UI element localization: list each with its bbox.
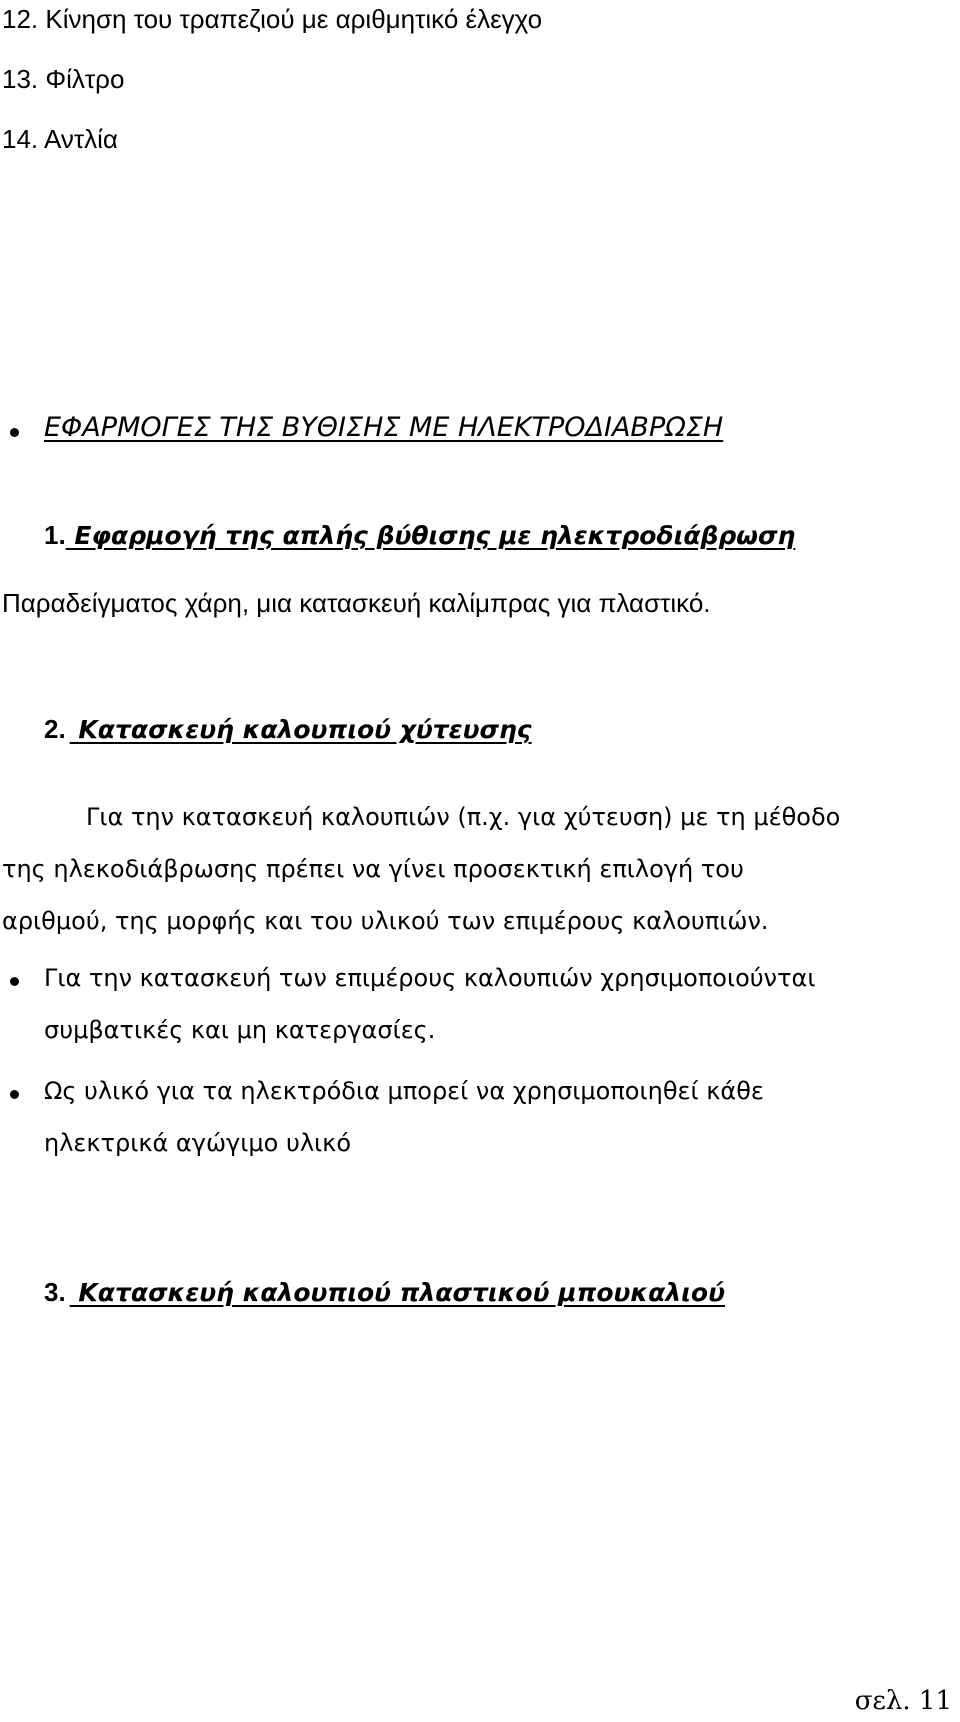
item3-title: Κατασκευή καλουπιού πλαστικού μπουκαλιού <box>78 1278 725 1307</box>
list-text: Αντλία <box>43 124 118 154</box>
item2-paragraph-line: της ηλεκοδιάβρωσης πρέπει να γίνει προσεκτική επιλογή του <box>2 855 744 883</box>
list-item-12 <box>2 4 542 35</box>
list-text: Κίνηση του τραπεζιού με αριθμητικό έλεγχο <box>45 4 543 34</box>
list-number: 12. <box>2 4 39 34</box>
list-item-14 <box>2 124 118 155</box>
item2-paragraph-line: Για την κατασκευή καλουπιών (π.χ. για χύτευση) με τη μέθοδο <box>86 803 841 831</box>
bullet-icon <box>10 1090 19 1099</box>
bullet-line: Για την κατασκευή των επιμέρους καλουπιών χρησιμοποιούνται <box>44 964 816 992</box>
list-text: Φίλτρο <box>45 64 125 94</box>
page-number: σελ. 11 <box>854 1686 952 1716</box>
list-number: 13. <box>2 64 39 94</box>
bullet-line: συμβατικές και μη κατεργασίες. <box>44 1016 436 1044</box>
list-item-13 <box>2 64 124 95</box>
bullet-icon <box>10 428 19 437</box>
item1-text: Παραδείγματος χάρη, μια κατασκευή καλίμπρας για πλαστικό. <box>2 588 711 618</box>
item3-heading <box>44 1277 725 1308</box>
bullet-line: ηλεκτρικά αγώγιμο υλικό <box>44 1129 351 1157</box>
item3-number: 3. <box>44 1277 66 1307</box>
section-heading: ΕΦΑΡΜΟΓΕΣ ΤΗΣ ΒΥΘΙΣΗΣ ΜΕ ΗΛΕΚΤΡΟΔΙΑΒΡΩΣΗ <box>44 412 724 443</box>
item1-heading <box>44 520 795 551</box>
item2-paragraph-line: αριθμού, της μορφής και του υλικού των επιμέρους καλουπιών. <box>2 907 769 935</box>
bullet-icon <box>10 977 19 986</box>
bullet-line: Ως υλικό για τα ηλεκτρόδια μπορεί να χρησιμοποιηθεί κάθε <box>44 1077 764 1105</box>
item2-heading <box>44 714 532 745</box>
item2-number: 2. <box>44 714 66 744</box>
list-number: 14. <box>2 124 39 154</box>
item2-title: Κατασκευή καλουπιού χύτευσης <box>78 715 532 744</box>
item1-number: 1. <box>44 520 66 550</box>
item1-title: Εφαρμογή της απλής βύθισης με ηλεκτροδιάβρωση <box>74 521 796 550</box>
